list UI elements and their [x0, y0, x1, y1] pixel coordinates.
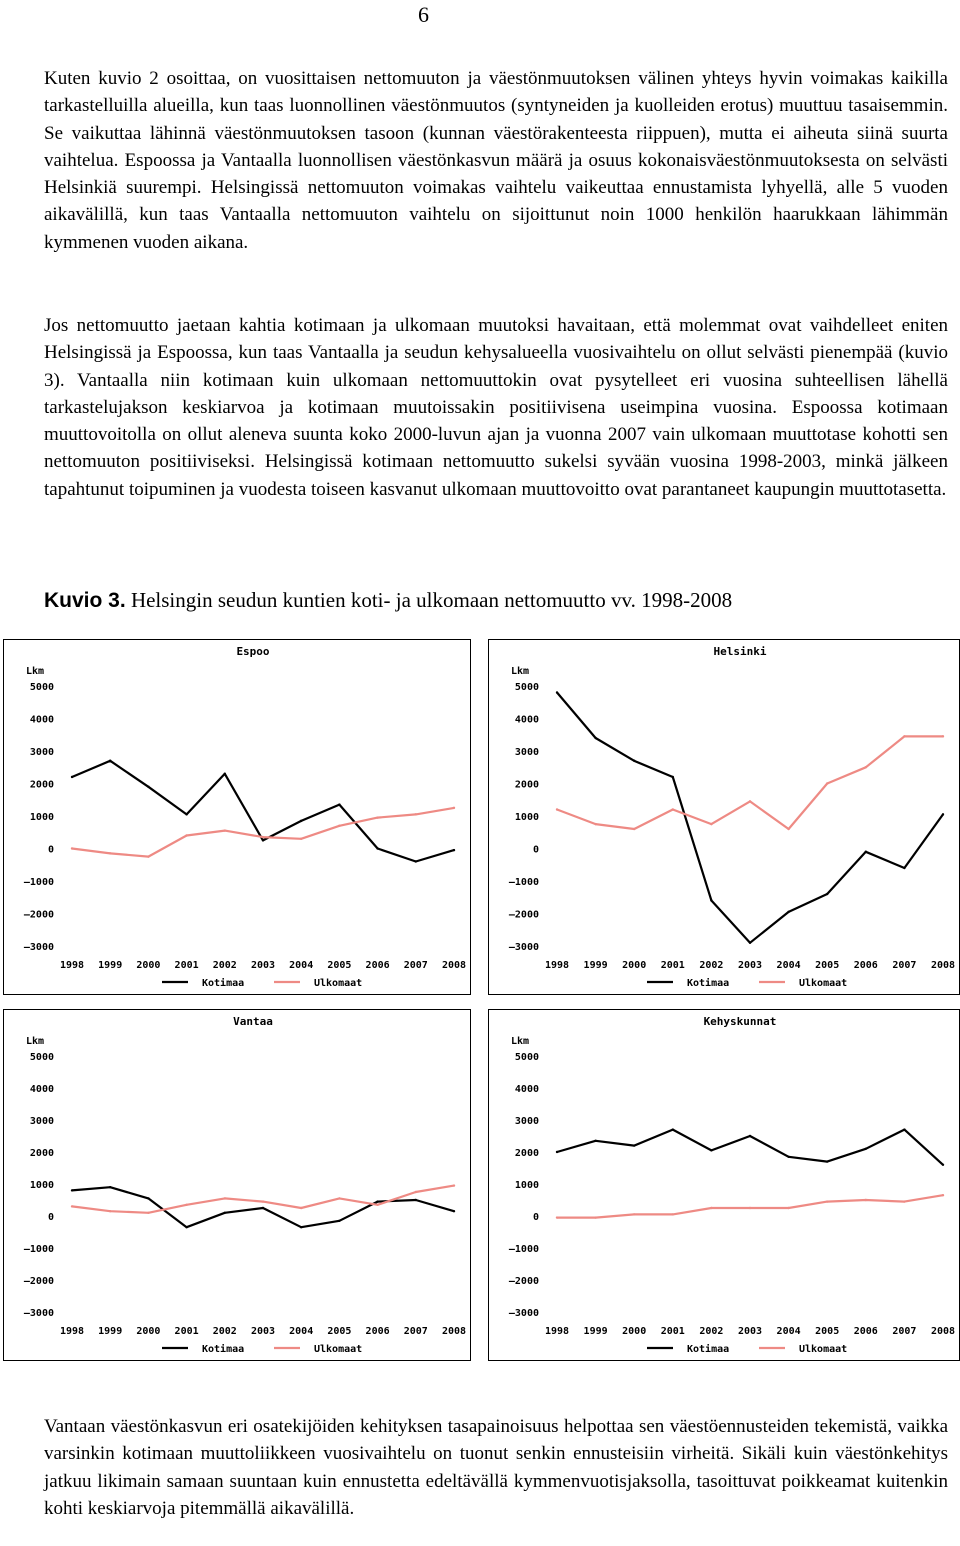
x-tick-label: 2006	[853, 1326, 878, 1337]
y-tick-label: 2000	[514, 1148, 539, 1159]
legend-label-kotimaa: Kotimaa	[202, 1344, 245, 1355]
y-tick-label: –2000	[508, 1276, 539, 1287]
x-tick-label: 2003	[250, 960, 276, 971]
data-point	[185, 813, 187, 815]
data-point	[338, 825, 340, 827]
x-tick-label: 1999	[98, 1326, 123, 1337]
chart-svg	[4, 1010, 470, 1360]
y-tick-label: –1000	[23, 1244, 54, 1255]
data-point	[787, 911, 789, 913]
y-tick-label: –3000	[508, 942, 539, 953]
x-tick-label: 2005	[327, 960, 352, 971]
x-tick-label: 2002	[212, 1326, 237, 1337]
x-tick-label: 2000	[136, 960, 161, 971]
data-point	[300, 1226, 302, 1228]
y-tick-label: 1000	[29, 1180, 54, 1191]
data-point	[338, 803, 340, 805]
data-point	[453, 807, 455, 809]
y-tick-label: 0	[47, 844, 54, 856]
data-point	[633, 1144, 635, 1146]
data-point	[147, 855, 149, 857]
x-tick-label: 1999	[583, 1326, 608, 1337]
series-line-ulkomaat	[72, 808, 454, 857]
x-tick-label: 2001	[660, 960, 685, 971]
data-point	[633, 1213, 635, 1215]
y-tick-label: 5000	[514, 1052, 539, 1063]
data-point	[453, 1210, 455, 1212]
data-point	[787, 1156, 789, 1158]
data-point	[109, 1210, 111, 1212]
x-tick-label: 2001	[174, 1326, 199, 1337]
data-point	[147, 786, 149, 788]
data-point	[415, 1199, 417, 1201]
data-point	[710, 823, 712, 825]
legend-label-kotimaa: Kotimaa	[202, 978, 245, 989]
x-tick-label: 2000	[622, 1326, 647, 1337]
y-tick-label: 4000	[514, 1084, 539, 1095]
data-point	[224, 773, 226, 775]
y-tick-label: –2000	[508, 909, 539, 921]
x-tick-label: 2007	[892, 960, 917, 971]
x-tick-label: 1998	[59, 1326, 85, 1337]
data-point	[71, 776, 73, 778]
y-tick-label: –1000	[23, 877, 54, 888]
page-number: 6	[418, 2, 429, 27]
x-tick-label: 2006	[365, 1326, 390, 1337]
chart-vantaa	[3, 1009, 471, 1361]
data-point	[942, 813, 944, 815]
y-tick-label: 1000	[514, 812, 539, 823]
paragraph-intro: Kuten kuvio 2 osoittaa, on vuosittaisen nettomuuton ja väestönmuutoksen välinen yhteys hyvin voimakas kaikilla tarkastelluilla alueilla, kun taas luonnollinen väestönmuutos (syntyneiden ja kuolleiden erotus) muuttuu tasaisemmin. Se vaikuttaa lähinnä väestönmuutoksen tasoon (kunnan väestörakenteesta riippuen), mutta ei aiheuta siinä suurta vaihtelua. Espoossa ja Vantaalla luonnollisen väestönkasvun määrä ja osuus kokonaisväestönmuutoksesta on selvästi Helsinkiä suurempi. Helsingissä nettomuuton voimakas vaihtelu vaikeuttaa ennustamista lyhyellä, alle 5 vuoden aikavälillä, kun taas Vantaalla nettomuuton vaihtelu on sijoittunut noin 1000 henkilön haarukkaan lähimmän kymmenen vuoden aikana.	[44, 68, 948, 253]
data-point	[71, 1205, 73, 1207]
y-tick-label: –2000	[23, 909, 54, 921]
y-tick-label: 5000	[29, 682, 54, 693]
x-tick-label: 2005	[815, 1326, 840, 1337]
x-tick-label: 2004	[289, 960, 314, 971]
y-tick-label: 0	[532, 844, 539, 856]
data-point	[826, 1160, 828, 1162]
data-point	[556, 691, 558, 693]
y-tick-label: –1000	[508, 1244, 539, 1255]
x-tick-label: 2008	[930, 1326, 956, 1337]
x-tick-label: 2005	[815, 960, 840, 971]
data-point	[300, 820, 302, 822]
y-tick-label: –2000	[23, 1276, 54, 1287]
data-point	[865, 1148, 867, 1150]
x-tick-label: 2001	[174, 960, 199, 971]
x-tick-label: 2004	[289, 1326, 314, 1337]
x-tick-label: 2003	[250, 1326, 276, 1337]
legend-label-ulkomaat: Ulkomaat	[799, 978, 848, 989]
data-point	[415, 813, 417, 815]
data-point	[903, 735, 905, 737]
data-point	[376, 816, 378, 818]
data-point	[672, 1213, 674, 1215]
data-point	[109, 1186, 111, 1188]
data-point	[147, 1212, 149, 1214]
data-point	[942, 1194, 944, 1196]
data-point	[903, 1200, 905, 1202]
data-point	[224, 1197, 226, 1199]
data-point	[71, 1189, 73, 1191]
chart-helsinki	[488, 639, 960, 995]
x-tick-label: 2008	[930, 960, 956, 971]
x-tick-label: 2006	[365, 960, 390, 971]
data-point	[224, 1212, 226, 1214]
data-point	[672, 776, 674, 778]
legend-label-kotimaa: Kotimaa	[687, 1344, 730, 1355]
data-point	[262, 1200, 264, 1202]
data-point	[826, 782, 828, 784]
y-tick-label: 3000	[514, 747, 539, 758]
figure-label: Kuvio 3.	[44, 589, 126, 612]
data-point	[749, 800, 751, 802]
y-tick-label: 5000	[514, 682, 539, 693]
data-point	[109, 852, 111, 854]
y-tick-label: 0	[47, 1212, 54, 1223]
data-point	[594, 1140, 596, 1142]
data-point	[710, 899, 712, 901]
chart-title: Espoo	[236, 645, 270, 658]
data-point	[787, 1207, 789, 1209]
data-point	[749, 942, 751, 944]
chart-espoo	[3, 639, 471, 995]
data-point	[556, 1216, 558, 1218]
chart-title: Vantaa	[233, 1015, 273, 1028]
legend-label-ulkomaat: Ulkomaat	[314, 1344, 363, 1355]
data-point	[300, 838, 302, 840]
data-point	[376, 847, 378, 849]
data-point	[453, 1184, 455, 1186]
data-point	[556, 808, 558, 810]
data-point	[224, 829, 226, 831]
data-point	[749, 1135, 751, 1137]
x-tick-label: 2000	[622, 960, 647, 971]
chart-kehyskunnat	[488, 1009, 960, 1361]
data-point	[376, 1200, 378, 1202]
data-point	[109, 760, 111, 762]
data-point	[147, 1197, 149, 1199]
data-point	[865, 851, 867, 853]
data-point	[262, 836, 264, 838]
data-point	[710, 1149, 712, 1151]
data-point	[865, 766, 867, 768]
y-tick-label: 4000	[29, 1084, 54, 1095]
data-point	[185, 1226, 187, 1228]
data-point	[415, 860, 417, 862]
data-point	[594, 1216, 596, 1218]
series-line-kotimaa	[557, 693, 943, 943]
x-tick-label: 1999	[583, 960, 608, 971]
y-tick-label: 2000	[29, 779, 54, 791]
chart-title: Kehyskunnat	[703, 1015, 777, 1028]
data-point	[710, 1207, 712, 1209]
y-axis-label: Lkm	[26, 1036, 45, 1047]
y-tick-label: 0	[532, 1212, 539, 1223]
paragraph-conclusion: Vantaan väestönkasvun eri osatekijöiden kehityksen tasapainoisuus helpottaa sen väestöennusteiden tekemistä, vaikka varsinkin kotimaan muuttoliikkeen vuosivaihtelu on tuonut senkin ennusteisiin virheitä. Sikäli kuin väestönkehitys jatkuu likimain samaan suuntaan kuin ennustetta edeltävällä kymmenvuotisjaksolla, tasoittuvat poikkeamat kuitenkin kohti keskiarvoja pitemmällä aikavälillä.	[44, 1416, 948, 1519]
x-tick-label: 2003	[737, 1326, 763, 1337]
x-tick-label: 2005	[327, 1326, 352, 1337]
data-point	[787, 828, 789, 830]
y-tick-label: –3000	[23, 1308, 54, 1319]
data-point	[338, 1220, 340, 1222]
y-tick-label: 5000	[29, 1052, 54, 1063]
data-point	[453, 849, 455, 851]
y-tick-label: 4000	[514, 714, 539, 726]
x-tick-label: 2007	[892, 1326, 917, 1337]
x-tick-label: 1998	[544, 960, 570, 971]
x-tick-label: 2006	[853, 960, 878, 971]
data-point	[942, 1164, 944, 1166]
x-tick-label: 2002	[212, 960, 237, 971]
x-tick-label: 2002	[699, 1326, 724, 1337]
x-tick-label: 2001	[660, 1326, 685, 1337]
data-point	[749, 1207, 751, 1209]
x-tick-label: 2007	[403, 1326, 428, 1337]
x-tick-label: 2002	[699, 960, 724, 971]
data-point	[942, 735, 944, 737]
x-tick-label: 2008	[441, 960, 467, 971]
data-point	[262, 839, 264, 841]
data-point	[185, 834, 187, 836]
data-point	[865, 1199, 867, 1201]
data-point	[594, 737, 596, 739]
x-tick-label: 2004	[776, 960, 801, 971]
paragraph-migration-split: Jos nettomuutto jaetaan kahtia kotimaan ja ulkomaan muutoksi havaitaan, että molemmat ovat vaihdelleet eniten Helsingissä ja Espoossa, kun taas Vantaalla ja seudun kehysalueella vuosivaihtelu on ollut selvästi pienempää (kuvio 3). Vantaalla niin kotimaan kuin ulkomaan nettomuuttokin ovat pysytelleet eri vuosina suhteellisen lähellä tarkastelujakson keskiarvoa ja kotimaan muutoissakin positiivisena useimpina vuosina. Espoossa kotimaan muuttovoitolla on ollut aleneva suunta koko 2000-luvun ajan ja vuonna 2007 vain ulkomaan muuttotase kohotti sen nettomuuton positiiviseksi. Helsingissä kotimaan nettomuutto sukelsi syvään vuosina 1998-2003, minkä jälkeen tapahtunut toipuminen ja vuodesta toiseen kasvanut ulkomaan muuttovoitto ovat parantaneet kaupungin muuttotasetta.	[44, 315, 948, 500]
data-point	[185, 1204, 187, 1206]
y-tick-label: 1000	[514, 1180, 539, 1191]
x-tick-label: 2007	[403, 960, 428, 971]
legend-label-ulkomaat: Ulkomaat	[799, 1344, 848, 1355]
data-point	[903, 867, 905, 869]
data-point	[71, 847, 73, 849]
series-line-ulkomaat	[557, 1195, 943, 1217]
x-tick-label: 2000	[136, 1326, 161, 1337]
figure-caption	[44, 588, 948, 613]
y-tick-label: –3000	[23, 942, 54, 953]
y-tick-label: 4000	[29, 714, 54, 726]
x-tick-label: 1998	[59, 960, 85, 971]
y-tick-label: 3000	[514, 1116, 539, 1127]
x-tick-label: 1999	[98, 960, 123, 971]
data-point	[633, 828, 635, 830]
data-point	[338, 1197, 340, 1199]
y-tick-label: 2000	[514, 779, 539, 791]
data-point	[415, 1191, 417, 1193]
data-point	[262, 1207, 264, 1209]
data-point	[556, 1151, 558, 1153]
y-axis-label: Lkm	[511, 666, 530, 677]
data-point	[376, 1204, 378, 1206]
data-point	[903, 1128, 905, 1130]
x-tick-label: 2003	[737, 960, 763, 971]
y-tick-label: –1000	[508, 877, 539, 888]
x-tick-label: 1998	[544, 1326, 570, 1337]
data-point	[594, 823, 596, 825]
data-point	[672, 808, 674, 810]
chart-title: Helsinki	[713, 645, 767, 658]
figure-caption-text: Helsingin seudun kuntien koti- ja ulkomaan nettomuutto vv. 1998-2008	[130, 588, 733, 612]
y-tick-label: –3000	[508, 1308, 539, 1319]
y-tick-label: 1000	[29, 812, 54, 823]
legend-label-kotimaa: Kotimaa	[687, 978, 730, 989]
data-point	[300, 1207, 302, 1209]
y-axis-label: Lkm	[26, 666, 45, 677]
y-tick-label: 3000	[29, 747, 54, 758]
x-tick-label: 2008	[441, 1326, 467, 1337]
y-axis-label: Lkm	[511, 1036, 530, 1047]
data-point	[672, 1128, 674, 1130]
chart-svg	[489, 1010, 959, 1360]
x-tick-label: 2004	[776, 1326, 801, 1337]
chart-svg	[4, 640, 470, 994]
data-point	[633, 760, 635, 762]
y-tick-label: 3000	[29, 1116, 54, 1127]
data-point	[826, 1200, 828, 1202]
series-line-kotimaa	[72, 761, 454, 862]
data-point	[826, 893, 828, 895]
chart-svg	[489, 640, 959, 994]
legend-label-ulkomaat: Ulkomaat	[314, 978, 363, 989]
y-tick-label: 2000	[29, 1148, 54, 1159]
